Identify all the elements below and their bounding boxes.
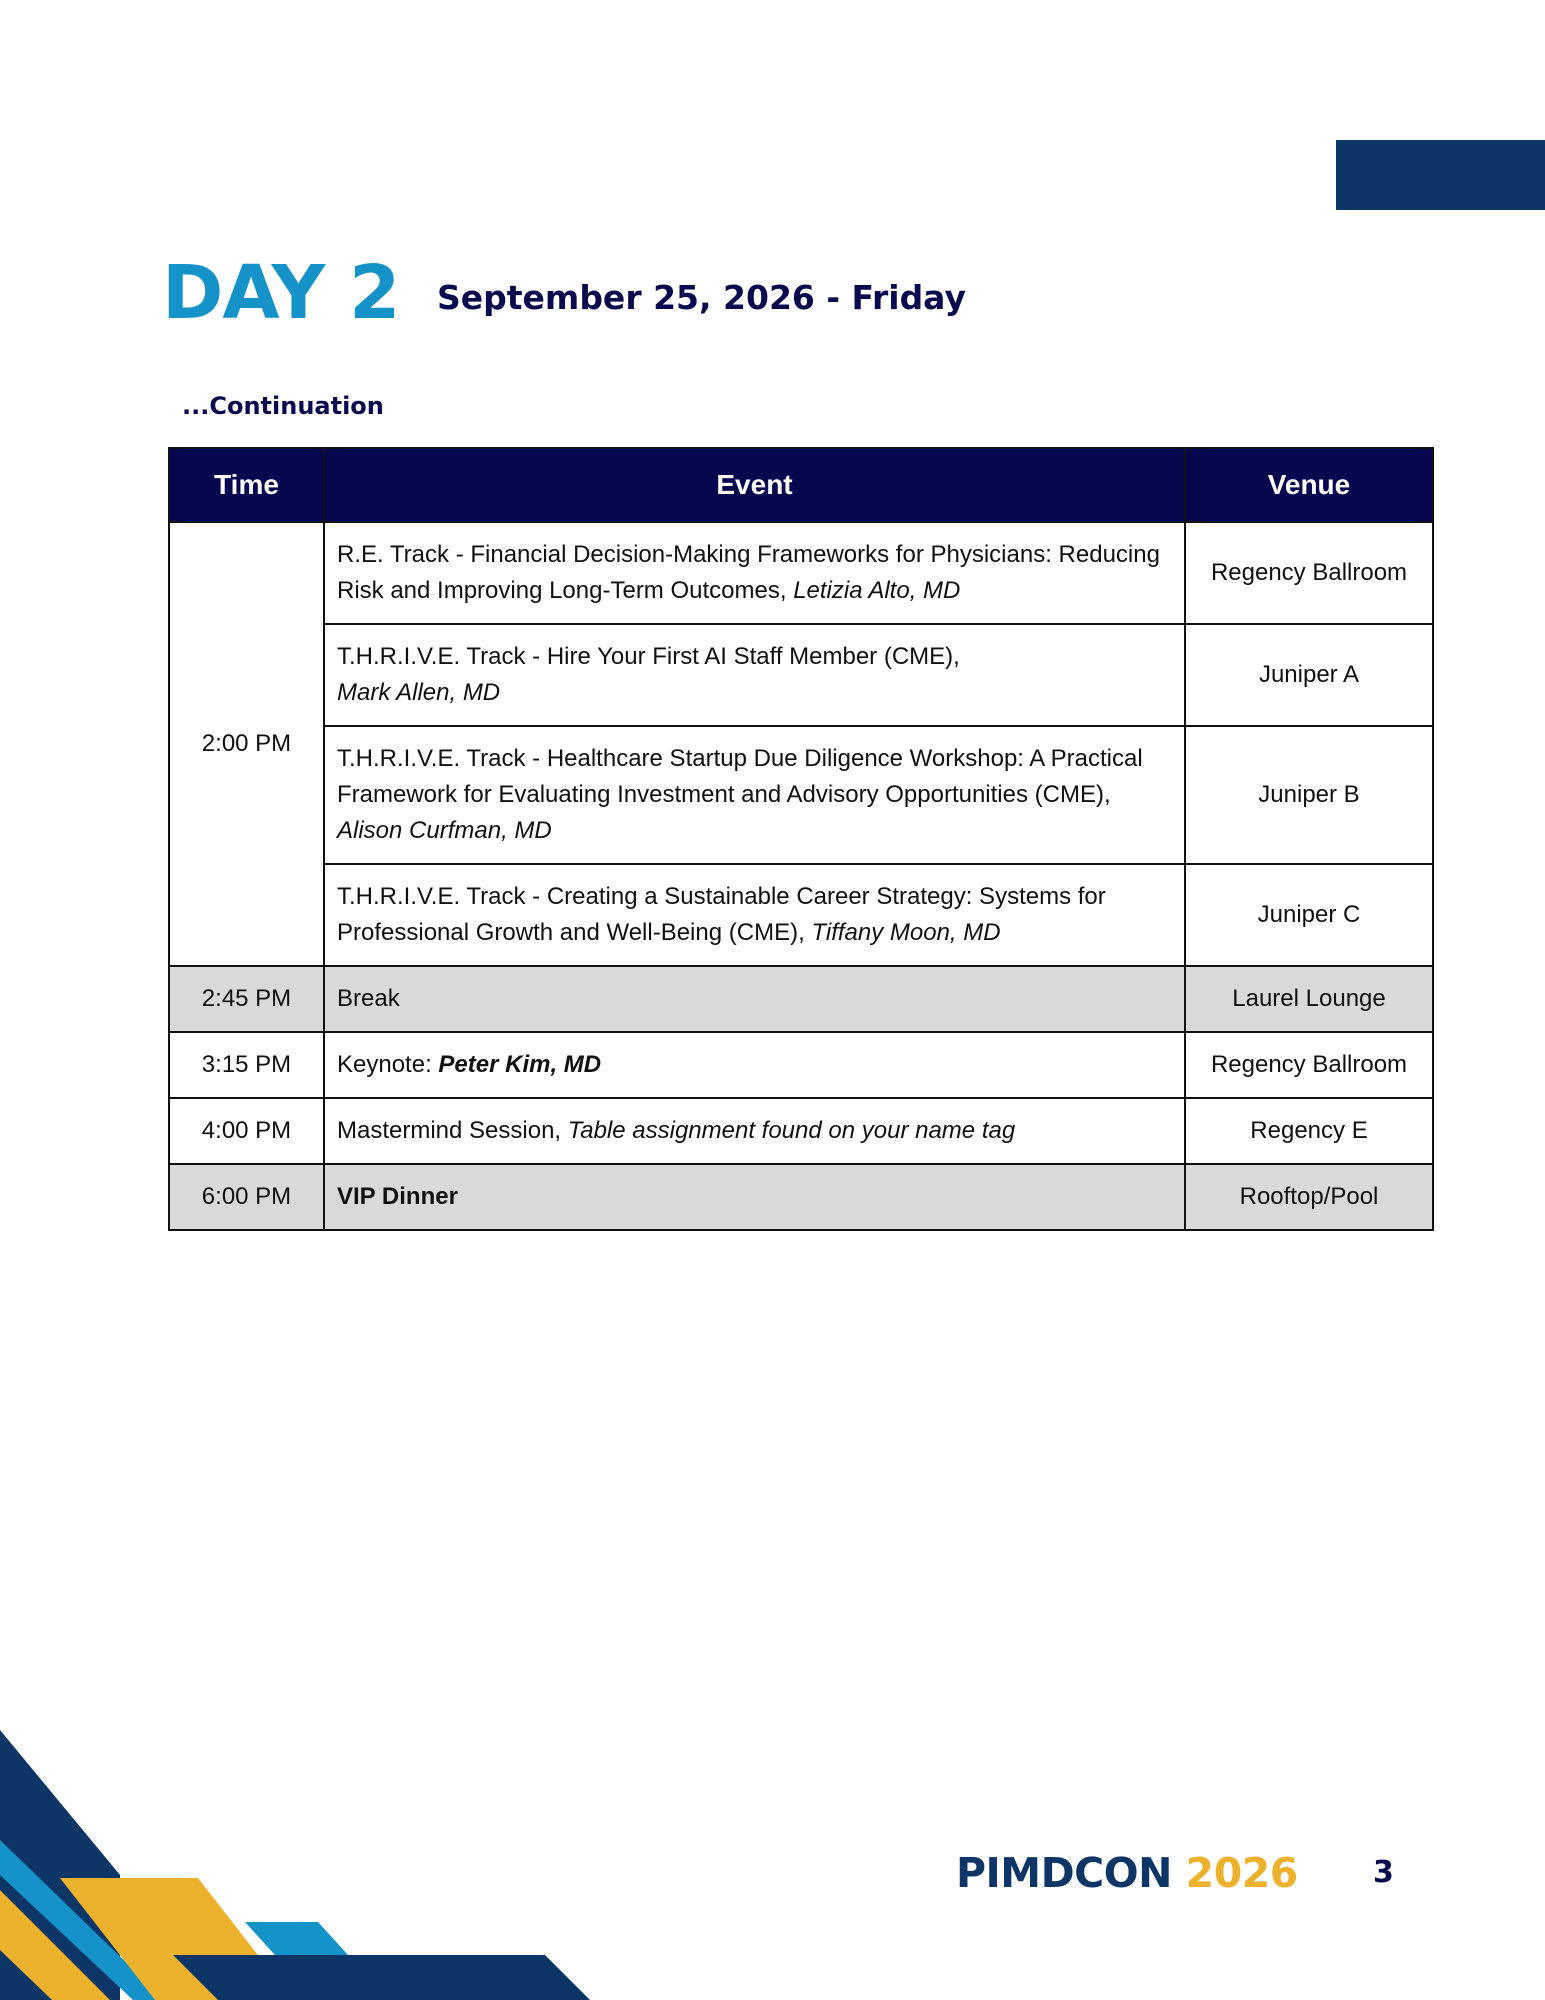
- footer-brand: [956, 1849, 1298, 1897]
- event-cell: Break: [324, 966, 1185, 1032]
- venue-cell: Regency E: [1185, 1098, 1433, 1164]
- day-date: September 25, 2026 - Friday: [437, 278, 966, 317]
- page-number: 3: [1373, 1855, 1394, 1890]
- venue-cell: Regency Ballroom: [1185, 522, 1433, 624]
- brand-name: PIMDCON: [956, 1849, 1186, 1897]
- time-cell: 2:45 PM: [169, 966, 324, 1032]
- table-row-vip: [169, 1164, 1433, 1230]
- event-cell: VIP Dinner: [324, 1164, 1185, 1230]
- session-title: T.H.R.I.V.E. Track - Healthcare Startup Due Diligence Workshop: A Practical Framework for Evaluating Investment and Advisory Opportunities (CME),: [337, 745, 1143, 808]
- venue-cell: Rooftop/Pool: [1185, 1164, 1433, 1230]
- keynote-prefix: Keynote:: [337, 1051, 439, 1078]
- day-label: DAY 2: [162, 250, 400, 336]
- time-cell: 6:00 PM: [169, 1164, 324, 1230]
- table-row: [169, 726, 1433, 864]
- event-cell: [324, 522, 1185, 624]
- event-cell: [324, 864, 1185, 966]
- time-cell: 4:00 PM: [169, 1098, 324, 1164]
- session-title: T.H.R.I.V.E. Track - Hire Your First AI Staff Member (CME),: [337, 643, 960, 670]
- column-header-venue: Venue: [1185, 448, 1433, 522]
- table-row: [169, 624, 1433, 726]
- venue-cell: Laurel Lounge: [1185, 966, 1433, 1032]
- session-speaker: Tiffany Moon, MD: [811, 919, 1001, 946]
- event-cell: [324, 1032, 1185, 1098]
- event-cell: [324, 726, 1185, 864]
- event-cell: [324, 1098, 1185, 1164]
- column-header-event: Event: [324, 448, 1185, 522]
- table-row-break: [169, 966, 1433, 1032]
- session-speaker: Mark Allen, MD: [337, 679, 501, 706]
- venue-cell: Juniper C: [1185, 864, 1433, 966]
- corner-stripes-graphic: [0, 1730, 620, 2000]
- table-header-row: [169, 448, 1433, 522]
- time-cell: 3:15 PM: [169, 1032, 324, 1098]
- time-cell: 2:00 PM: [169, 522, 324, 966]
- column-header-time: Time: [169, 448, 324, 522]
- schedule-table: [168, 447, 1434, 1231]
- venue-cell: Juniper A: [1185, 624, 1433, 726]
- venue-cell: Juniper B: [1185, 726, 1433, 864]
- session-title: R.E. Track - Financial Decision-Making Frameworks for Physicians: Reducing Risk and Improving Long-Term Outcomes,: [337, 541, 1160, 604]
- table-row-keynote: [169, 1032, 1433, 1098]
- session-speaker: Alison Curfman, MD: [337, 817, 552, 844]
- table-row-mastermind: [169, 1098, 1433, 1164]
- event-cell: [324, 624, 1185, 726]
- venue-cell: Regency Ballroom: [1185, 1032, 1433, 1098]
- table-row: [169, 864, 1433, 966]
- mastermind-event: Mastermind Session,: [337, 1117, 568, 1144]
- continuation-label: ...Continuation: [182, 392, 384, 420]
- brand-year: 2026: [1185, 1849, 1298, 1897]
- keynote-speaker: Peter Kim, MD: [438, 1051, 602, 1078]
- mastermind-note: Table assignment found on your name tag: [567, 1117, 1016, 1144]
- session-speaker: Letizia Alto, MD: [793, 577, 961, 604]
- header-corner-block: [1336, 140, 1545, 210]
- table-row: [169, 522, 1433, 624]
- session-title: T.H.R.I.V.E. Track - Creating a Sustainable Career Strategy: Systems for Professional Growth and Well-Being (CME),: [337, 883, 1106, 946]
